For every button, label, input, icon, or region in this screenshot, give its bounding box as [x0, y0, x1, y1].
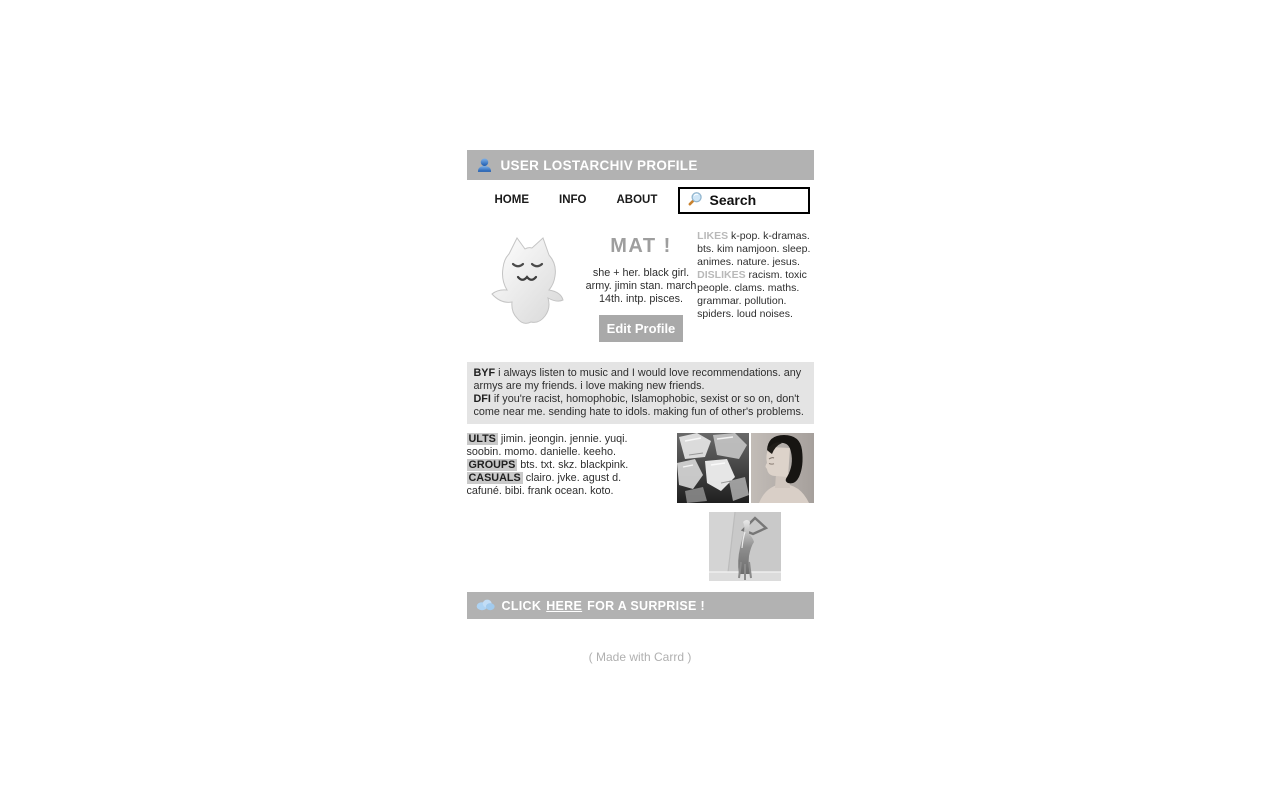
search-box[interactable] — [678, 187, 810, 214]
dislikes-paragraph — [697, 269, 813, 321]
surprise-message — [502, 599, 705, 613]
edit-profile-button[interactable]: Edit Profile — [599, 315, 683, 342]
byf-paragraph — [474, 367, 807, 393]
avatar-column — [467, 230, 585, 342]
likes-paragraph — [697, 230, 813, 269]
groups-label: GROUPS — [468, 459, 516, 471]
surprise-text-after: FOR A SURPRISE ! — [587, 598, 705, 613]
byf-label: BYF — [473, 367, 496, 379]
byf-dfi-box — [467, 362, 814, 424]
groups-text: bts. txt. skz. blackpink. — [520, 459, 629, 471]
cat-ghost-avatar — [487, 234, 565, 331]
user-bust-icon — [476, 157, 493, 174]
dfi-paragraph — [474, 393, 807, 419]
profile-bio: she + her. black girl. army. jimin stan. march 14th. intp. pisces. — [585, 267, 697, 305]
casuals-text: clairo. jvke. agust d. cafuné. bibi. frank ocean. koto. — [466, 472, 622, 497]
magnifying-glass-icon — [687, 191, 703, 210]
ults-label: ULTS — [468, 433, 496, 445]
search-label: Search — [709, 192, 757, 208]
title-bar — [467, 150, 814, 180]
page-title: USER LOSTARCHIV PROFILE — [500, 157, 698, 173]
statue-image — [709, 512, 781, 586]
profile-section — [467, 230, 814, 342]
casuals-label: CASUALS — [468, 472, 521, 484]
jimin-portrait-image — [751, 433, 814, 508]
profile-main — [585, 230, 697, 342]
dislikes-label: DISLIKES — [697, 269, 746, 281]
dfi-text: if you're racist, homophobic, Islamophobic, sexist or so on, don't come near me. sending hate to idols. making fun of other's problems. — [473, 393, 804, 418]
cloud-icon — [476, 598, 495, 614]
surprise-text-before: CLICK — [501, 598, 542, 613]
dislikes-text: racism. toxic people. clams. maths. grammar. pollution. spiders. loud noises. — [697, 269, 807, 320]
likes-dislikes-column — [697, 230, 813, 342]
nav-bar — [467, 186, 814, 214]
photo-gallery — [677, 433, 814, 586]
made-with-carrd-footer: ( Made with Carrd ) — [588, 650, 692, 664]
profile-page — [467, 0, 814, 664]
nav-item-home[interactable]: HOME — [494, 194, 529, 206]
stans-text-column — [467, 433, 657, 586]
ults-text: jimin. jeongin. jennie. yuqi. soobin. momo. danielle. keeho. — [466, 433, 628, 458]
profile-name: MAT ! — [610, 235, 672, 257]
nav-item-about[interactable]: ABOUT — [616, 194, 658, 206]
nav-item-info[interactable]: INFO — [559, 194, 587, 206]
likes-label: LIKES — [697, 230, 729, 242]
dfi-label: DFI — [473, 393, 491, 405]
byf-text: i always listen to music and I would love recommendations. any armys are my friends. i love making new friends. — [473, 367, 802, 392]
photo-row — [677, 433, 814, 508]
ice-cubes-image — [677, 433, 749, 508]
surprise-bar — [467, 592, 814, 619]
likes-text: k-pop. k-dramas. bts. kim namjoon. sleep. animes. nature. jesus. — [697, 230, 811, 268]
stans-section — [467, 433, 814, 586]
surprise-link[interactable]: HERE — [546, 598, 583, 613]
